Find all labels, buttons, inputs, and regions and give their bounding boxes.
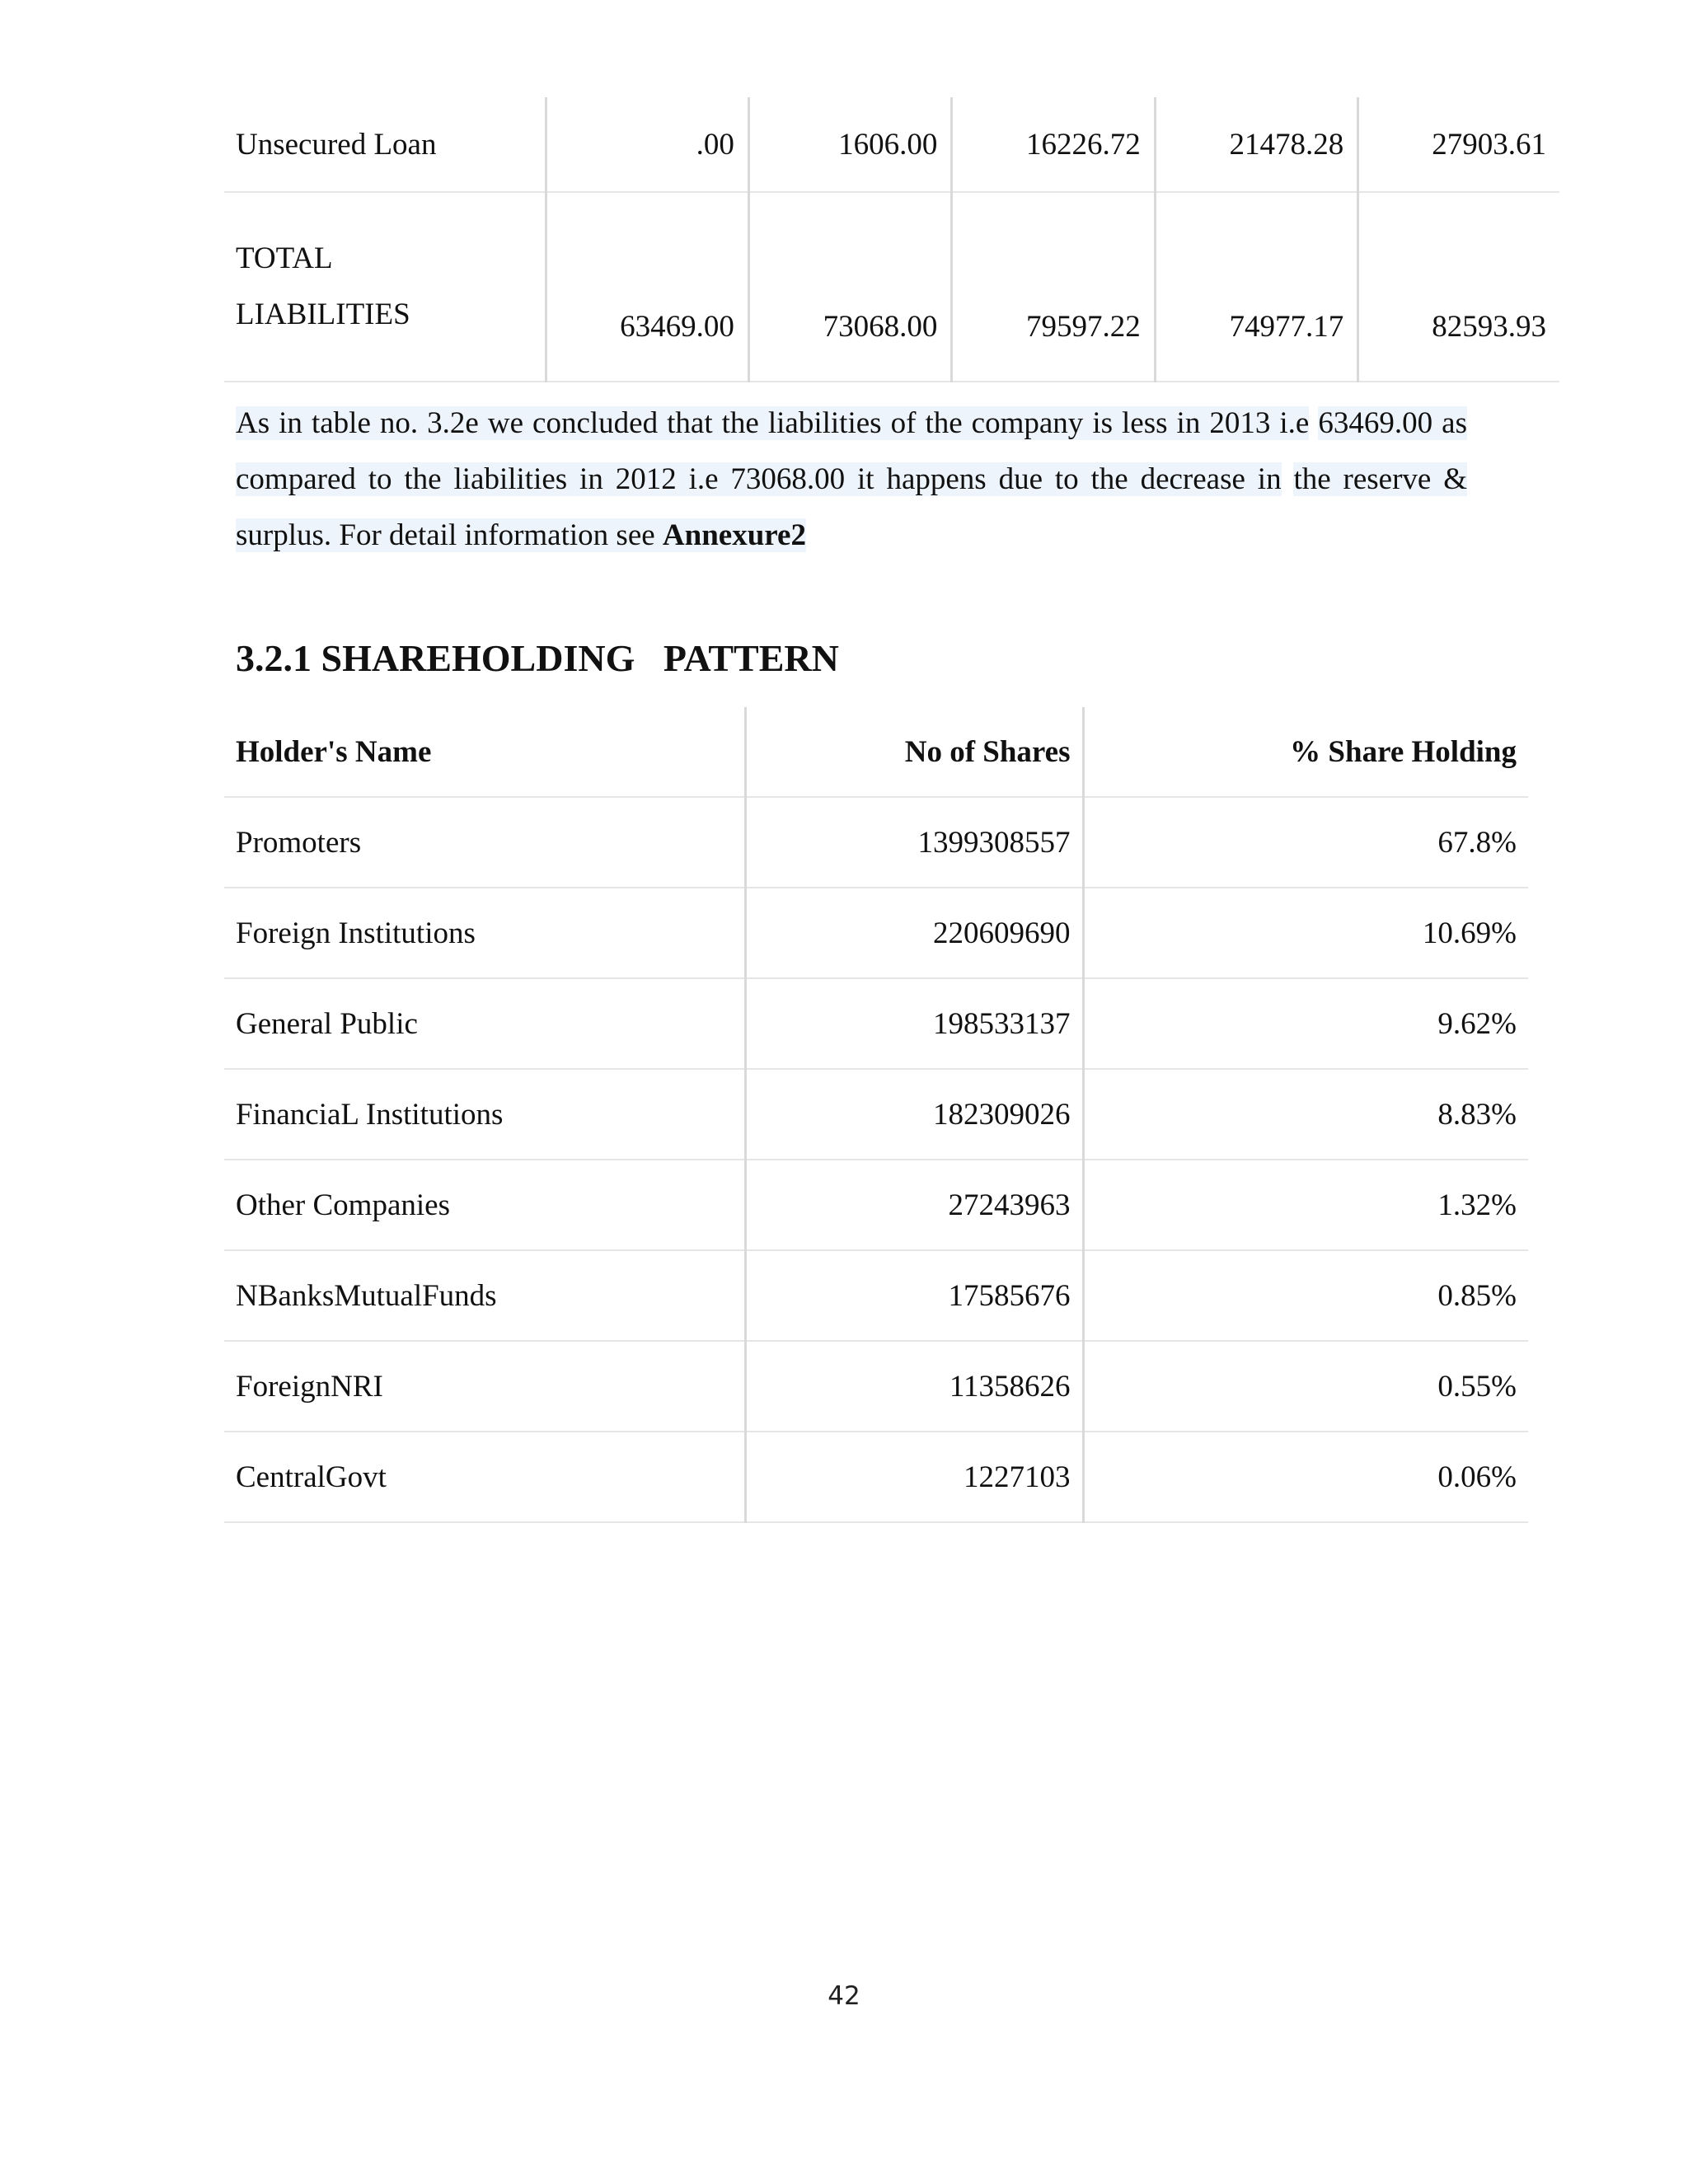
share-percent: 67.8% (1083, 797, 1528, 888)
table-cell: 79597.22 (952, 192, 1155, 382)
row-label: Unsecured Loan (224, 97, 546, 192)
table-row (224, 1250, 1528, 1341)
table-row (224, 97, 1559, 192)
table-row (224, 797, 1528, 888)
page-number: 42 (828, 1981, 860, 2011)
table-cell: 16226.72 (952, 97, 1155, 192)
share-percent: 10.69% (1083, 888, 1528, 978)
annexure-reference: Annexure2 (662, 518, 806, 552)
row-label-line: LIABILITIES (236, 298, 410, 331)
table-row (224, 1341, 1528, 1432)
table-cell: 74977.17 (1155, 192, 1357, 382)
share-count: 1227103 (745, 1432, 1083, 1522)
table-cell: 1606.00 (748, 97, 951, 192)
table-cell: 63469.00 (546, 192, 748, 382)
paragraph-text: the reserve & surplus. For detail information see (236, 462, 1467, 552)
table-cell: 27903.61 (1358, 97, 1559, 192)
liabilities-table (224, 97, 1559, 382)
holder-name: FinanciaL Institutions (224, 1069, 745, 1160)
share-count: 27243963 (745, 1160, 1083, 1250)
table-row (224, 1432, 1528, 1522)
row-label-line: TOTAL (236, 241, 333, 275)
share-percent: 0.85% (1083, 1250, 1528, 1341)
holder-name: General Public (224, 978, 745, 1069)
table-cell: 73068.00 (748, 192, 951, 382)
paragraph-line: 63469.00 as compared to the liabilities in 2012 i.e 73068.00 it happens due to the decrease in (236, 406, 1467, 496)
table-cell: 82593.93 (1358, 192, 1559, 382)
share-percent: 9.62% (1083, 978, 1528, 1069)
column-header-share-holding: % Share Holding (1083, 707, 1528, 797)
share-count: 1399308557 (745, 797, 1083, 888)
share-percent: 1.32% (1083, 1160, 1528, 1250)
table-cell: 21478.28 (1155, 97, 1357, 192)
share-count: 220609690 (745, 888, 1083, 978)
share-percent: 8.83% (1083, 1069, 1528, 1160)
share-count: 11358626 (745, 1341, 1083, 1432)
table-row (224, 888, 1528, 978)
table-row (224, 192, 1559, 382)
share-count: 198533137 (745, 978, 1083, 1069)
body-paragraph (236, 396, 1467, 564)
holder-name: NBanksMutualFunds (224, 1250, 745, 1341)
section-heading: 3.2.1 SHAREHOLDING PATTERN (236, 637, 839, 679)
share-count: 182309026 (745, 1069, 1083, 1160)
share-percent: 0.06% (1083, 1432, 1528, 1522)
table-cell: .00 (546, 97, 748, 192)
shareholding-table (224, 707, 1528, 1523)
holder-name: Foreign Institutions (224, 888, 745, 978)
row-label (224, 192, 546, 382)
table-row (224, 1160, 1528, 1250)
table-row (224, 1069, 1528, 1160)
table-header-row (224, 707, 1528, 797)
table-row (224, 978, 1528, 1069)
share-count: 17585676 (745, 1250, 1083, 1341)
holder-name: CentralGovt (224, 1432, 745, 1522)
paragraph-line: As in table no. 3.2e we concluded that the liabilities of the company is less in 2013 i.e (236, 406, 1310, 440)
column-header-no-of-shares: No of Shares (745, 707, 1083, 797)
column-header-holder-name: Holder's Name (224, 707, 745, 797)
holder-name: Promoters (224, 797, 745, 888)
holder-name: Other Companies (224, 1160, 745, 1250)
holder-name: ForeignNRI (224, 1341, 745, 1432)
share-percent: 0.55% (1083, 1341, 1528, 1432)
